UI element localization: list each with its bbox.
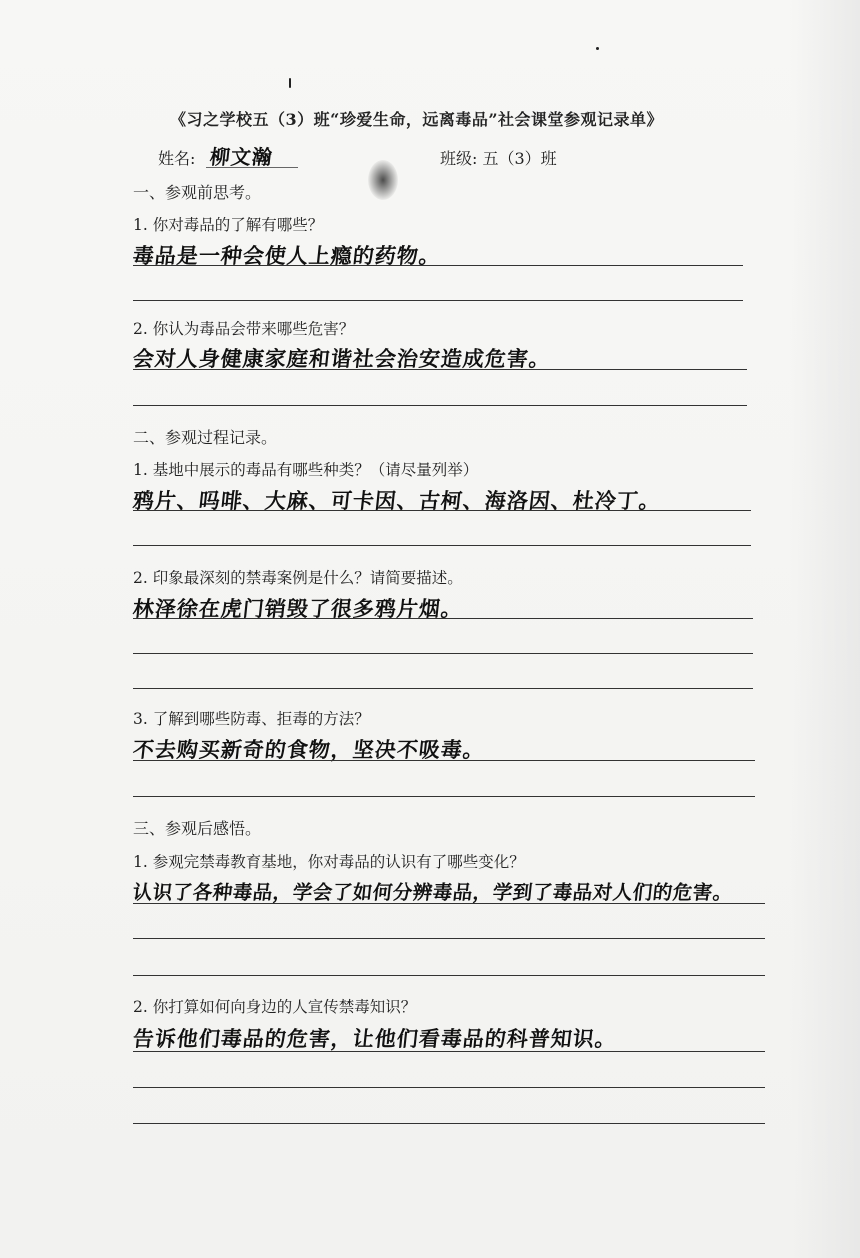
answer-line [133,545,751,546]
s3-q1-question: 1. 参观完禁毒教育基地，你对毒品的认识有了哪些变化？ [133,853,525,871]
s1-q1-answer: 毒品是一种会使人上瘾的药物。 [131,244,443,268]
answer-line [133,760,755,761]
answer-line [133,688,753,689]
answer-line [133,938,765,939]
answer-line [133,510,751,511]
s2-q2-question: 2. 印象最深刻的禁毒案例是什么？请简要描述。 [133,569,463,587]
answer-line [133,618,753,619]
section-2-heading: 二、参观过程记录。 [133,428,278,447]
paper-edge-shadow [790,0,860,1258]
s2-q2-answer: 林泽徐在虎门销毁了很多鸦片烟。 [131,597,465,621]
s2-q3-question: 3. 了解到哪些防毒、拒毒的方法？ [133,710,370,728]
class-label: 班级: 五（3）班 [440,149,557,168]
ink-speck [289,78,291,88]
section-1-heading: 一、参观前思考。 [133,183,262,202]
s3-q2-question: 2. 你打算如何向身边的人宣传禁毒知识？ [133,998,417,1016]
answer-line [133,405,747,406]
s3-q2-answer: 告诉他们毒品的危害，让他们看毒品的科普知识。 [131,1027,619,1051]
s2-q3-answer: 不去购买新奇的食物，坚决不吸毒。 [131,738,487,762]
answer-line [133,1087,765,1088]
ink-smudge [368,160,398,200]
s2-q1-answer: 鸦片、吗啡、大麻、可卡因、古柯、海洛因、杜冷丁。 [131,489,663,513]
answer-line [133,653,753,654]
answer-line [133,903,765,904]
s3-q1-answer: 认识了各种毒品，学会了如何分辨毒品，学到了毒品对人们的危害。 [131,881,735,904]
name-label: 姓名: [158,149,196,168]
name-underline [206,167,298,168]
answer-line [133,796,755,797]
s2-q1-question: 1. 基地中展示的毒品有哪些种类？（请尽量列举） [133,461,479,479]
s1-q2-answer: 会对人身健康家庭和谐社会治安造成危害。 [131,347,553,371]
section-3-heading: 三、参观后感悟。 [133,819,262,838]
answer-line [133,1051,765,1052]
answer-line [133,300,743,301]
answer-line [133,975,765,976]
answer-line [133,1123,765,1124]
worksheet-title: 《习之学校五（3）班“珍爱生命，远离毒品”社会课堂参观记录单》 [170,110,664,129]
name-value: 柳文瀚 [208,145,275,169]
answer-line [133,369,747,370]
s1-q1-question: 1. 你对毒品的了解有哪些？ [133,216,324,234]
ink-speck [596,47,599,50]
answer-line [133,265,743,266]
s1-q2-question: 2. 你认为毒品会带来哪些危害？ [133,320,355,338]
